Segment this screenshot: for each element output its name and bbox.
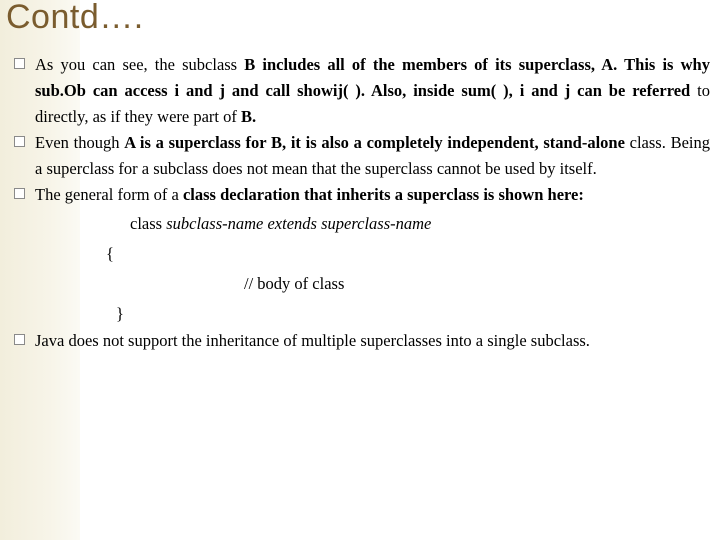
text-segment: The general form of a (35, 185, 183, 204)
bullet-3 (14, 182, 710, 208)
text-segment: to directly, as if they were part of (35, 81, 710, 126)
bullet-square-icon (14, 188, 25, 199)
code-comment: // body of class (244, 274, 345, 293)
text-segment: class. Being a superclass for a subclass does not mean that the superclass cannot be used by itself. (35, 133, 710, 178)
bullet-4-text: Java does not support the inheritance of multiple superclasses into a single subclass. (35, 331, 590, 350)
text-segment-bold: class declaration that inherits a superclass is shown here: (182, 185, 584, 204)
bullet-1 (14, 52, 710, 130)
bullet-square-icon (14, 136, 25, 147)
slide-title: Contd…. (6, 0, 144, 36)
code-line-comment (14, 268, 710, 298)
code-keyword: class (130, 214, 167, 233)
code-open-brace: { (106, 244, 114, 263)
bullet-2-text (35, 133, 710, 178)
text-segment: As you can see, the subclass (35, 55, 245, 74)
code-line-1 (130, 211, 431, 237)
text-segment: Even though (35, 133, 125, 152)
bullet-4 (14, 328, 710, 354)
code-close-brace: } (116, 304, 124, 323)
text-segment-bold: A is a superclass for B, it is also a completely independent, stand-alone (124, 133, 625, 152)
bullet-square-icon (14, 58, 25, 69)
bullet-2 (14, 130, 710, 182)
code-line-open-brace (14, 238, 710, 268)
code-line-class-declaration (14, 208, 710, 238)
bullet-1-text (35, 55, 710, 126)
bullet-3-text (35, 185, 584, 204)
slide-content (14, 52, 710, 354)
text-segment-bold: B includes all of the members of its superclass, A. This is why sub.Ob can access i and j and call showij( ). Also, inside sum( ), i and j can be referred (35, 55, 710, 100)
text-segment-bold: B. (241, 107, 257, 126)
code-signature: subclass-name extends superclass-name (166, 214, 432, 233)
code-line-close-brace (14, 298, 710, 328)
bullet-square-icon (14, 334, 25, 345)
